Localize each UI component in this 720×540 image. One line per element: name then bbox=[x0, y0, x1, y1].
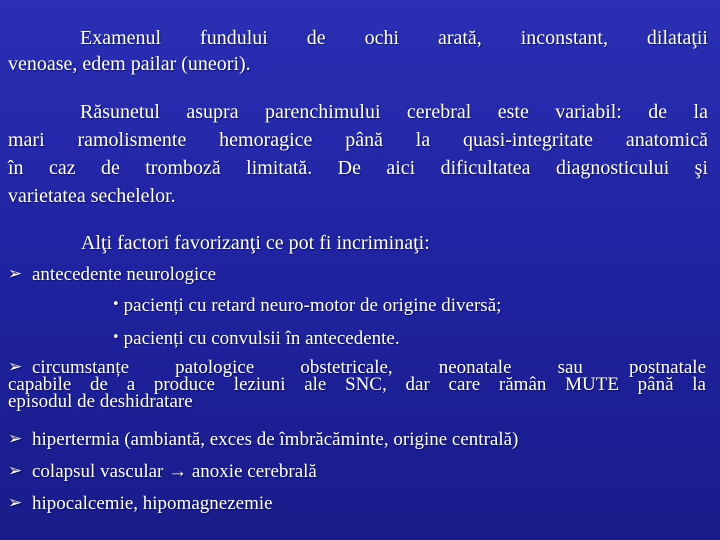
paragraph-line: Răsunetul asupra parenchimului cerebral este variabil: de la bbox=[80, 101, 708, 123]
bullet-hypocalcemia bbox=[8, 492, 273, 515]
paragraph-line: venoase, edem pailar (uneori). bbox=[8, 53, 251, 75]
sub-bullet-label: pacienți cu convulsii în antecedente. bbox=[123, 328, 400, 349]
paragraph-line: Examenul fundului de ochi arată, inconstant, dilataţii bbox=[80, 27, 708, 49]
dot-bullet-icon: • bbox=[112, 297, 120, 312]
bullet-hyperthermia bbox=[8, 428, 518, 451]
bullet-pathologic-circumstances bbox=[8, 359, 706, 410]
paragraph-line: în caz de tromboză limitată. De aici dificultatea diagnosticului şi bbox=[8, 157, 708, 179]
bullet-line: capabile de a produce leziuni ale SNC, dar care rămân MUTE până la bbox=[8, 374, 706, 395]
paragraph-line: mari ramolismente hemoragice până la quasi-integritate anatomică bbox=[8, 129, 708, 151]
sub-bullet-convulsions bbox=[112, 327, 400, 350]
bullet-label: hipertermia (ambiantă, exces de îmbrăcăminte, origine centrală) bbox=[32, 429, 519, 450]
bullet-neurologic-history bbox=[8, 263, 216, 286]
paragraph-other-factors bbox=[8, 230, 708, 256]
dot-bullet-icon: • bbox=[112, 330, 120, 345]
paragraph-line: varietatea sechelelor. bbox=[8, 185, 176, 207]
sub-bullet-retard bbox=[112, 294, 501, 317]
bullet-label: colapsul vascular → anoxie cerebrală bbox=[32, 461, 317, 482]
bullet-vascular-collapse bbox=[8, 460, 317, 483]
arrow-bullet-icon: ➢ bbox=[8, 461, 23, 481]
arrow-bullet-icon: ➢ bbox=[8, 357, 23, 377]
bullet-label: hipocalcemie, hipomagnezemie bbox=[32, 493, 273, 514]
arrow-bullet-icon: ➢ bbox=[8, 429, 23, 449]
arrow-bullet-icon: ➢ bbox=[8, 264, 23, 284]
bullet-label: circumstanțe patologice obstetricale, neonatale sau postnatale bbox=[32, 357, 706, 378]
paragraph-fundus-exam bbox=[8, 25, 708, 77]
paragraph-cerebral-impact bbox=[8, 98, 708, 210]
paragraph-line: Alţi factori favorizanţi ce pot fi incriminaţi: bbox=[81, 232, 430, 254]
bullet-label: antecedente neurologice bbox=[32, 264, 217, 285]
bullet-line: episodul de deshidratare bbox=[8, 391, 193, 412]
sub-bullet-label: pacienți cu retard neuro-motor de origine diversă; bbox=[123, 295, 502, 316]
arrow-bullet-icon: ➢ bbox=[8, 493, 23, 513]
